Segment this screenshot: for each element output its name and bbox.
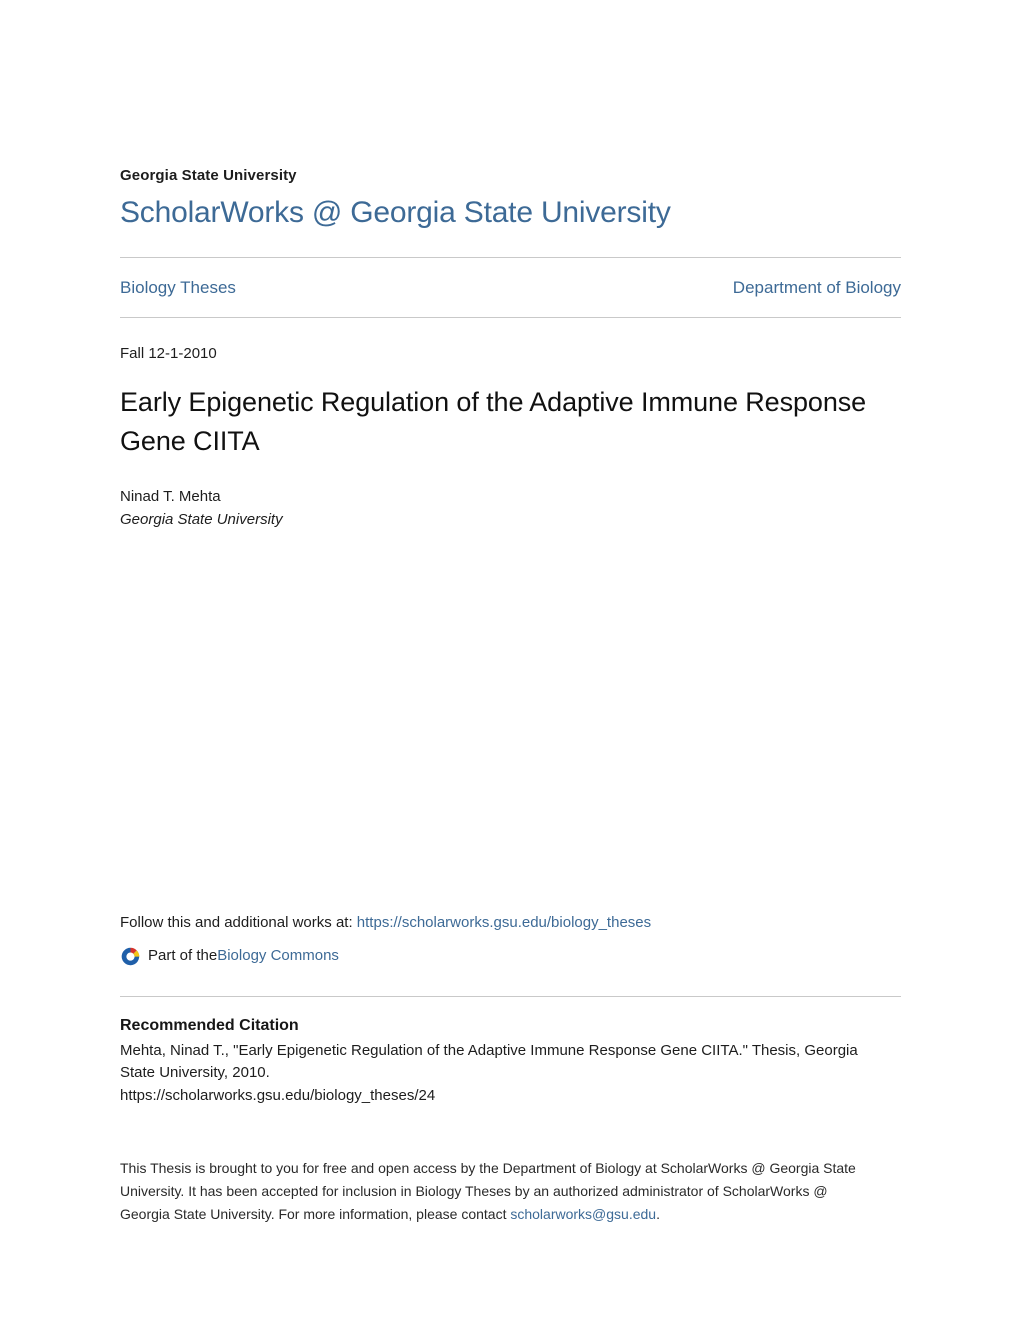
publication-date: Fall 12-1-2010 <box>120 345 217 362</box>
series-row <box>120 258 901 317</box>
contact-email-link[interactable]: scholarworks@gsu.edu <box>510 1206 657 1222</box>
citation-text: Mehta, Ninad T., "Early Epigenetic Regulation of the Adaptive Immune Response Gene CIITA." Thesis, Georgia State University, 2010. <box>120 1042 858 1081</box>
institution-name: Georgia State University <box>120 167 297 184</box>
footer-text-part2: . <box>656 1206 660 1222</box>
citation-section <box>120 996 901 1107</box>
masthead-section <box>120 166 901 530</box>
commons-line <box>120 945 901 967</box>
footer-statement <box>120 1157 880 1226</box>
citation-url: https://scholarworks.gsu.edu/biology_theses/24 <box>120 1087 436 1104</box>
department-link[interactable]: Department of Biology <box>732 278 901 297</box>
digital-commons-network-icon <box>120 946 141 967</box>
citation-heading: Recommended Citation <box>120 1017 299 1034</box>
author-name: Ninad T. Mehta <box>120 488 221 505</box>
follow-line <box>120 912 901 934</box>
follow-prefix-label: Follow this and additional works at: <box>120 914 357 931</box>
repository-title: ScholarWorks @ Georgia State University <box>120 196 671 229</box>
document-title: Early Epigenetic Regulation of the Adaptive Immune Response Gene CIITA <box>120 387 867 456</box>
masthead-divider-bottom <box>120 317 901 318</box>
follow-section <box>120 912 901 967</box>
part-of-label: Part of the <box>148 947 218 964</box>
biology-commons-link[interactable]: Biology Commons <box>217 947 339 964</box>
citation-divider <box>120 996 901 997</box>
author-affiliation: Georgia State University <box>120 511 283 528</box>
footer-section <box>120 1143 880 1240</box>
footer-text-part1: This Thesis is brought to you for free and open access by the Department of Biology at ScholarWorks @ Georgia State University. It has been accepted for inclusion in Biology Theses by an authorized administrator of ScholarWorks @ Georgia State University. For more information, please contact <box>120 1160 856 1222</box>
series-url-link[interactable]: https://scholarworks.gsu.edu/biology_theses <box>356 914 652 931</box>
series-name-link[interactable]: Biology Theses <box>120 278 236 297</box>
